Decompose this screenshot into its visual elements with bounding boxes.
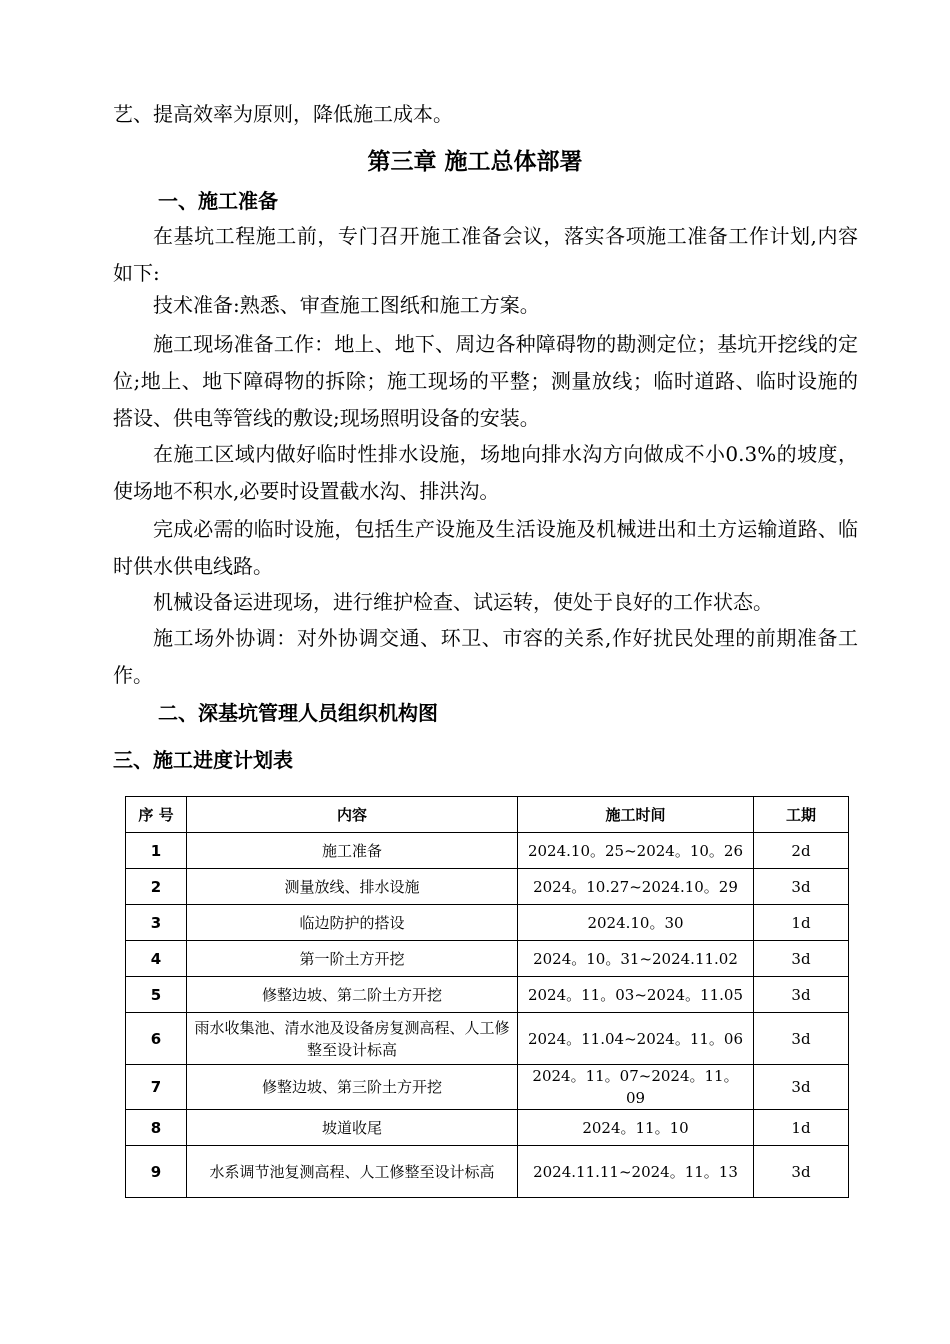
cell-content: 坡道收尾: [187, 1110, 518, 1146]
paragraph-tech-prep: 技术准备:熟悉、审查施工图纸和施工方案。: [153, 293, 540, 317]
table-row: [126, 1110, 849, 1146]
header-content: 内容: [187, 797, 518, 833]
table-row: [126, 869, 849, 905]
table-row: [126, 1013, 849, 1065]
cell-duration: 3d: [754, 1146, 849, 1198]
cell-duration: 3d: [754, 869, 849, 905]
table-row: [126, 941, 849, 977]
cell-content: 雨水收集池、清水池及设备房复测高程、人工修整至设计标高: [187, 1013, 518, 1065]
header-seq: 序 号: [126, 797, 187, 833]
cell-content: 测量放线、排水设施: [187, 869, 518, 905]
header-time: 施工时间: [518, 797, 754, 833]
cell-content: 临边防护的搭设: [187, 905, 518, 941]
cell-duration: 1d: [754, 1110, 849, 1146]
table-row: [126, 977, 849, 1013]
table-row: [126, 905, 849, 941]
cell-time: 2024。11。03~2024。11.05: [518, 977, 754, 1013]
section2-heading: 二、深基坑管理人员组织机构图: [158, 701, 438, 725]
cell-time: 2024。11.04~2024。11。06: [518, 1013, 754, 1065]
cell-seq: 9: [126, 1146, 187, 1198]
cell-content: 施工准备: [187, 833, 518, 869]
cell-time: 2024.11.11~2024。11。13: [518, 1146, 754, 1198]
cell-seq: 5: [126, 977, 187, 1013]
cell-duration: 2d: [754, 833, 849, 869]
paragraph-coordination: 施工场外协调：对外协调交通、环卫、市容的关系,作好扰民处理的前期准备工作。: [113, 626, 858, 687]
table-header-row: [126, 797, 849, 833]
table-row: [126, 1146, 849, 1198]
section3-heading: 三、施工进度计划表: [113, 748, 293, 772]
cell-time: 2024.10。30: [518, 905, 754, 941]
cell-time: 2024。10。31~2024.11.02: [518, 941, 754, 977]
paragraph-drainage: 在施工区域内做好临时性排水设施，场地向排水沟方向做成不小0.3%的坡度，使场地不积水,必要时设置截水沟、排洪沟。: [113, 442, 858, 503]
cell-content: 修整边坡、第二阶土方开挖: [187, 977, 518, 1013]
cell-seq: 8: [126, 1110, 187, 1146]
cell-duration: 1d: [754, 905, 849, 941]
paragraph-site-prep: 施工现场准备工作：地上、地下、周边各种障碍物的勘测定位；基坑开挖线的定位;地上、地下障碍物的拆除；施工现场的平整；测量放线；临时道路、临时设施的搭设、供电等管线的敷设;现场照明设备的安装。: [113, 332, 858, 430]
cell-content: 水系调节池复测高程、人工修整至设计标高: [187, 1146, 518, 1198]
table-row: [126, 1065, 849, 1110]
cell-seq: 4: [126, 941, 187, 977]
cell-seq: 7: [126, 1065, 187, 1110]
intro-tail-text: 艺、提高效率为原则，降低施工成本。: [113, 102, 453, 126]
section1-heading: 一、施工准备: [158, 189, 278, 213]
header-duration: 工期: [754, 797, 849, 833]
cell-time: 2024.10。25~2024。10。26: [518, 833, 754, 869]
cell-seq: 6: [126, 1013, 187, 1065]
cell-time: 2024。11。10: [518, 1110, 754, 1146]
cell-time: 2024。11。07~2024。11。09: [518, 1065, 754, 1110]
cell-seq: 2: [126, 869, 187, 905]
cell-seq: 1: [126, 833, 187, 869]
cell-time: 2024。10.27~2024.10。29: [518, 869, 754, 905]
cell-duration: 3d: [754, 1013, 849, 1065]
cell-content: 修整边坡、第三阶土方开挖: [187, 1065, 518, 1110]
cell-seq: 3: [126, 905, 187, 941]
cell-duration: 3d: [754, 1065, 849, 1110]
paragraph-machinery: 机械设备运进现场，进行维护检查、试运转，使处于良好的工作状态。: [153, 590, 773, 614]
paragraph-meeting: 在基坑工程施工前，专门召开施工准备会议，落实各项施工准备工作计划,内容如下:: [113, 224, 858, 285]
cell-duration: 3d: [754, 941, 849, 977]
paragraph-temp-facilities: 完成必需的临时设施，包括生产设施及生活设施及机械进出和土方运输道路、临时供水供电线路。: [113, 517, 858, 578]
chapter-title: 第三章 施工总体部署: [367, 149, 583, 175]
schedule-table: [125, 796, 849, 1198]
cell-duration: 3d: [754, 977, 849, 1013]
table-row: [126, 833, 849, 869]
cell-content: 第一阶土方开挖: [187, 941, 518, 977]
